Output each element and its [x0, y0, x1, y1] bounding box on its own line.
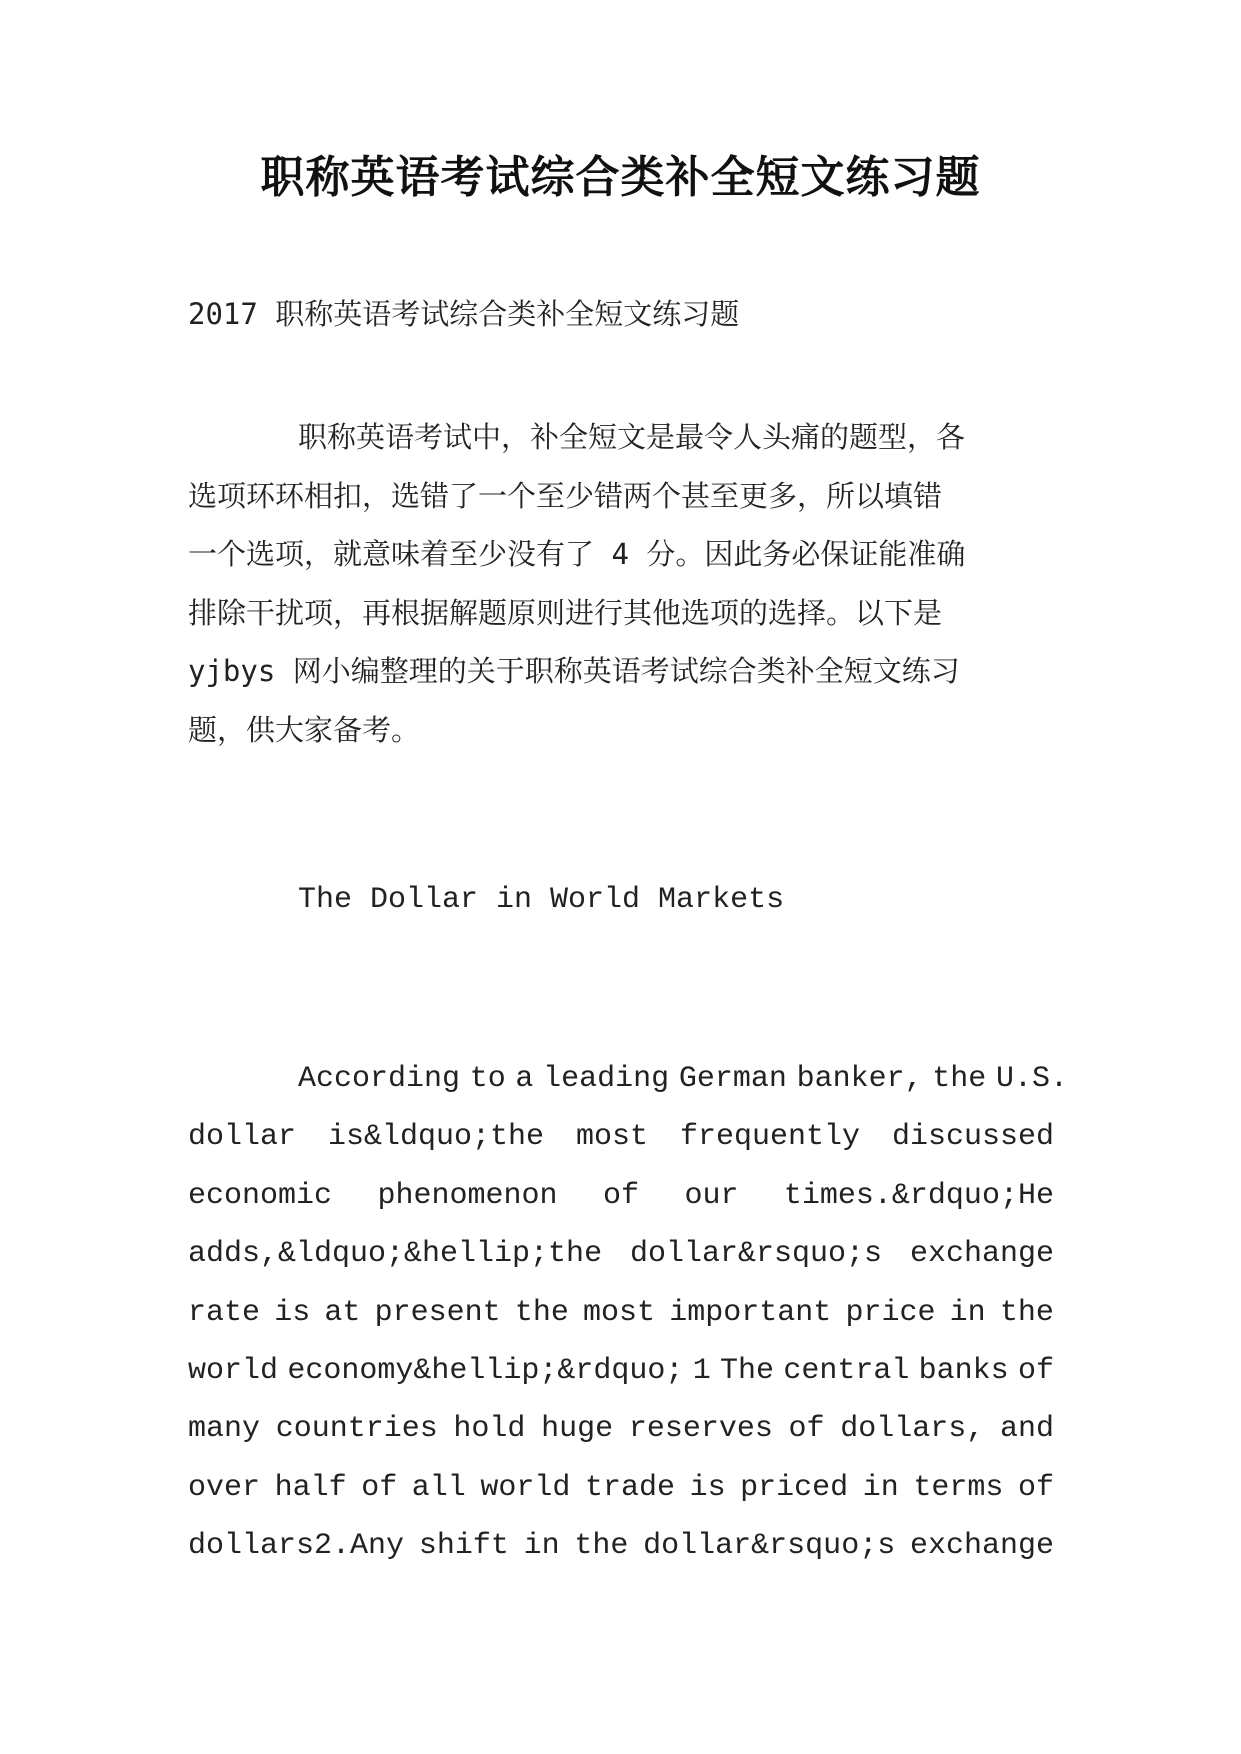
body-word: trade: [584, 1470, 675, 1505]
body-line: [188, 1459, 1054, 1517]
body-word: economic: [188, 1178, 333, 1213]
body-word: exchange: [909, 1237, 1054, 1272]
body-word: of: [602, 1178, 639, 1213]
body-word: many: [188, 1412, 261, 1447]
body-word: world: [480, 1470, 571, 1505]
body-word: shift: [418, 1529, 509, 1564]
body-word: and: [999, 1412, 1054, 1447]
body-word: of: [788, 1412, 825, 1447]
body-word: huge: [541, 1412, 614, 1447]
body-line: [188, 1342, 1054, 1400]
body-word: world: [188, 1353, 279, 1388]
body-word: in: [523, 1529, 560, 1564]
body-word: terms: [913, 1470, 1004, 1505]
intro-line: yjbys 网小编整理的关于职称英语考试综合类补全短文练习: [188, 654, 960, 688]
body-word: reserves: [628, 1412, 773, 1447]
body-word: most: [583, 1295, 656, 1330]
body-word: dollars2.Any: [188, 1529, 405, 1564]
body-word: half: [274, 1470, 347, 1505]
intro-line: 排除干扰项，再根据解题原则进行其他选项的选择。以下是: [188, 595, 943, 630]
intro-paragraph: [188, 408, 1054, 759]
body-word: the: [514, 1295, 569, 1330]
body-word: over: [188, 1470, 261, 1505]
body-word: of: [361, 1470, 398, 1505]
body-word: German: [678, 1062, 787, 1096]
body-word: all: [411, 1470, 466, 1505]
body-word: According: [298, 1062, 461, 1096]
body-line: [188, 1225, 1054, 1283]
body-word: important: [669, 1295, 832, 1330]
intro-line: 一个选项，就意味着至少没有了 4 分。因此务必保证能准确: [188, 537, 966, 571]
body-word: dollar: [188, 1120, 297, 1155]
body-word: The: [720, 1353, 775, 1388]
body-word: 1: [692, 1353, 711, 1388]
body-word: the: [932, 1062, 987, 1096]
body-word: to: [469, 1062, 506, 1096]
body-word: exchange: [909, 1529, 1054, 1564]
body-word: priced: [740, 1470, 849, 1505]
body-word: dollar&rsquo;s: [630, 1237, 883, 1272]
body-word: adds,&ldquo;&hellip;the: [188, 1237, 603, 1272]
body-line: [188, 1517, 1054, 1575]
body-word: of: [1017, 1470, 1054, 1505]
body-word: phenomenon: [377, 1178, 558, 1213]
body-word: dollars,: [840, 1412, 985, 1447]
body-line: [188, 1167, 1054, 1225]
body-line: [188, 1284, 1054, 1342]
body-line: [188, 1050, 1068, 1108]
intro-line: 职称英语考试中，补全短文是最令人头痛的题型，各: [298, 420, 966, 454]
body-word: is: [274, 1295, 311, 1330]
section-heading: The Dollar in World Markets: [298, 883, 785, 917]
document-subtitle: 2017 职称英语考试综合类补全短文练习题: [188, 297, 740, 331]
body-word: leading: [543, 1062, 670, 1096]
body-paragraph: [188, 1050, 1068, 1576]
body-word: dollar&rsquo;s: [643, 1529, 896, 1564]
intro-line: 选项环环相扣，选错了一个至少错两个甚至更多，所以填错: [188, 478, 943, 513]
body-word: economy&hellip;&rdquo;: [287, 1353, 684, 1388]
body-word: countries: [275, 1412, 438, 1447]
body-word: the: [999, 1295, 1054, 1330]
body-word: is: [689, 1470, 726, 1505]
body-word: discussed: [891, 1120, 1054, 1155]
body-word: a: [515, 1062, 534, 1096]
document-title: 职称英语考试综合类补全短文练习题: [260, 152, 981, 203]
body-word: at: [324, 1295, 361, 1330]
body-word: times.&rdquo;He: [783, 1178, 1054, 1213]
body-word: hold: [453, 1412, 526, 1447]
body-word: is&ldquo;the: [327, 1120, 545, 1155]
body-word: in: [949, 1295, 986, 1330]
body-word: of: [1017, 1353, 1054, 1388]
intro-line: 题，供大家备考。: [188, 712, 421, 747]
body-word: banker,: [796, 1062, 923, 1096]
body-line: [188, 1108, 1054, 1166]
body-word: frequently: [679, 1120, 860, 1155]
body-word: central: [783, 1353, 910, 1388]
body-word: the: [574, 1529, 629, 1564]
body-line: [188, 1400, 1054, 1458]
body-word: banks: [918, 1353, 1009, 1388]
body-word: U.S.: [995, 1062, 1068, 1096]
body-word: most: [575, 1120, 648, 1155]
body-word: rate: [188, 1295, 261, 1330]
body-word: our: [684, 1178, 739, 1213]
body-word: in: [862, 1470, 899, 1505]
body-word: present: [374, 1295, 501, 1330]
body-word: price: [845, 1295, 936, 1330]
